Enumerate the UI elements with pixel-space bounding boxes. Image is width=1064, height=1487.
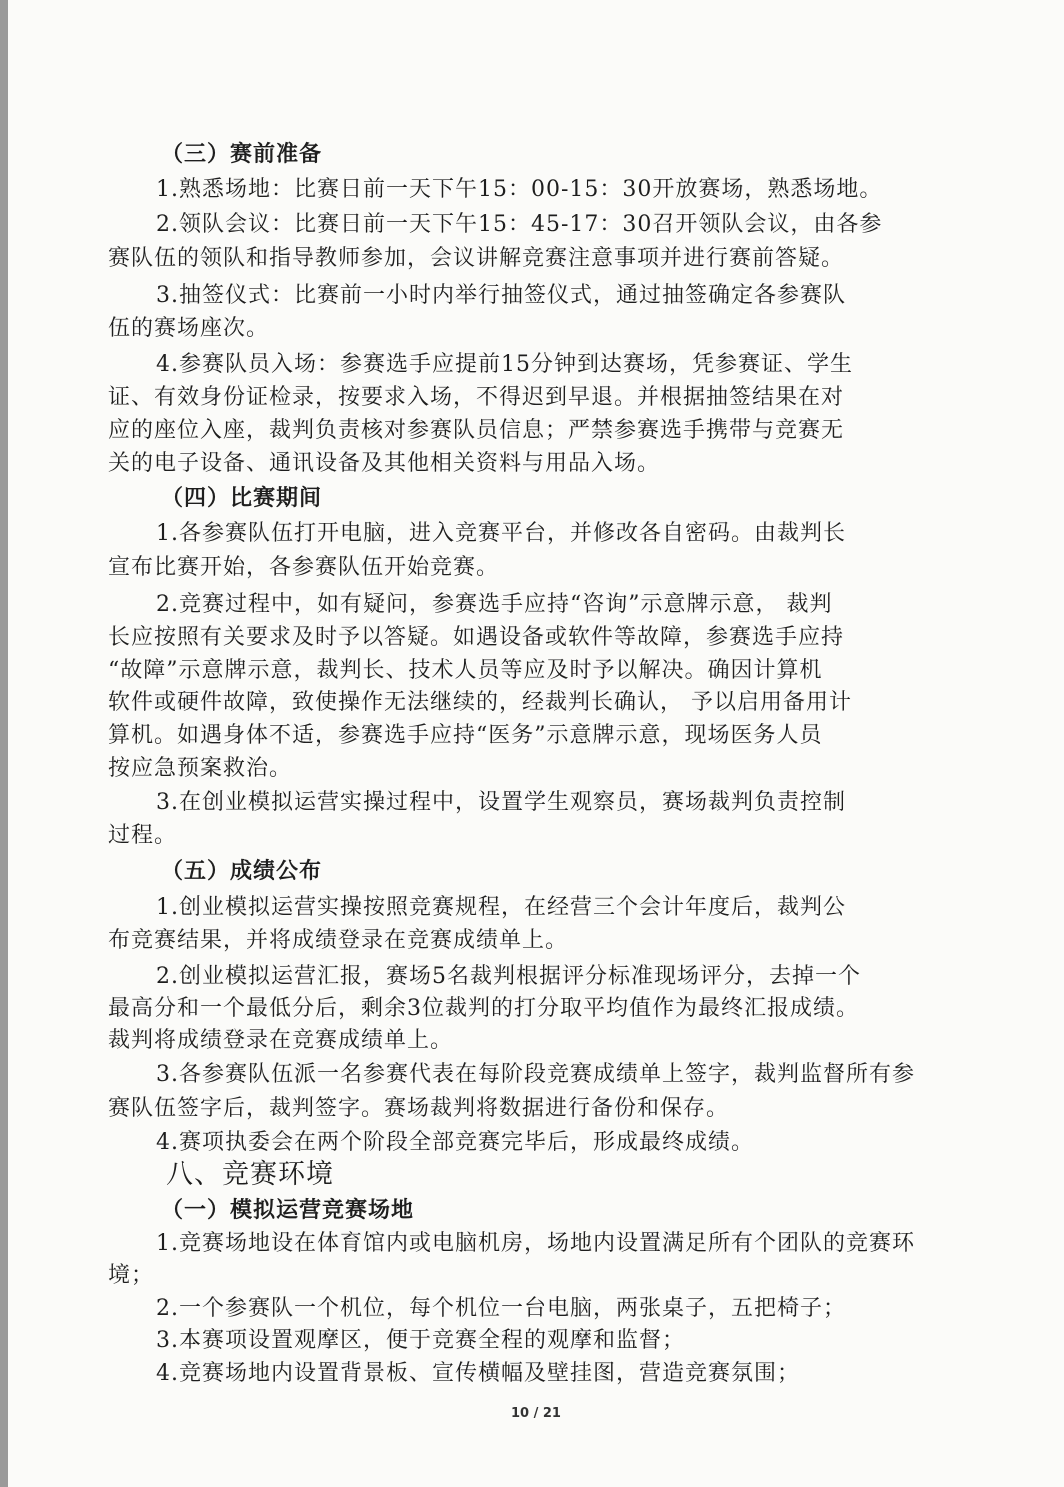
paragraph-line: 4.参赛队员入场：参赛选手应提前15分钟到达赛场，凭参赛证、学生 (156, 352, 853, 377)
paragraph-line: 1.创业模拟运营实操按照竞赛规程，在经营三个会计年度后，裁判公 (156, 895, 846, 920)
paragraph-line: 赛队伍的领队和指导教师参加，会议讲解竞赛注意事项并进行赛前答疑。 (108, 246, 845, 271)
paragraph-line: 3.抽签仪式：比赛前一小时内举行抽签仪式，通过抽签确定各参赛队 (156, 283, 846, 308)
paragraph-line: 2.竞赛过程中，如有疑问，参赛选手应持“咨询”示意牌示意， 裁判 (156, 592, 833, 617)
paragraph-line: 布竞赛结果，并将成绩登录在竞赛成绩单上。 (108, 928, 569, 953)
paragraph-line: 过程。 (108, 823, 178, 848)
paragraph-line: 软件或硬件故障，致使操作无法继续的，经裁判长确认， 予以启用备用计 (108, 690, 852, 715)
paragraph-line: 赛队伍签字后，裁判签字。赛场裁判将数据进行备份和保存。 (108, 1096, 730, 1121)
paragraph-line: 2.一个参赛队一个机位，每个机位一台电脑，两张桌子，五把椅子； (156, 1296, 846, 1321)
paragraph-line: 证、有效身份证检录，按要求入场，不得迟到早退。并根据抽签结果在对 (108, 385, 845, 410)
paragraph-line: 4.竞赛场地内设置背景板、宣传横幅及壁挂图，营造竞赛氛围； (156, 1361, 800, 1386)
paragraph-line: 关的电子设备、通讯设备及其他相关资料与用品入场。 (108, 451, 661, 476)
document-page (8, 0, 1064, 1487)
page-number: 10 / 21 (511, 1406, 561, 1421)
chapter-heading: 八、竞赛环境 (166, 1159, 334, 1190)
section-heading-4: （四）比赛期间 (161, 485, 323, 511)
paragraph-line: 最高分和一个最低分后，剩余3位裁判的打分取平均值作为最终汇报成绩。 (108, 996, 859, 1021)
paragraph-line: 长应按照有关要求及时予以答疑。如遇设备或软件等故障，参赛选手应持 (108, 625, 845, 650)
paragraph-line: 1.熟悉场地：比赛日前一天下午15：00-15：30开放赛场，熟悉场地。 (156, 177, 883, 202)
section-heading-1: （一）模拟运营竞赛场地 (161, 1197, 415, 1223)
section-heading-3: （三）赛前准备 (161, 141, 323, 167)
paragraph-line: 宣布比赛开始，各参赛队伍开始竞赛。 (108, 555, 500, 580)
paragraph-line: 3.各参赛队伍派一名参赛代表在每阶段竞赛成绩单上签字，裁判监督所有参 (156, 1062, 915, 1087)
paragraph-line: 裁判将成绩登录在竞赛成绩单上。 (108, 1028, 454, 1053)
paragraph-line: 算机。如遇身体不适，参赛选手应持“医务”示意牌示意，现场医务人员 (108, 723, 823, 748)
paragraph-line: 1.各参赛队伍打开电脑，进入竞赛平台，并修改各自密码。由裁判长 (156, 521, 846, 546)
paragraph-line: “故障”示意牌示意，裁判长、技术人员等应及时予以解决。确因计算机 (108, 658, 823, 683)
paragraph-line: 伍的赛场座次。 (108, 316, 270, 341)
paragraph-line: 2.领队会议：比赛日前一天下午15：45-17：30召开领队会议，由各参 (156, 212, 883, 237)
scan-edge (0, 0, 8, 1487)
paragraph-line: 应的座位入座，裁判负责核对参赛队员信息；严禁参赛选手携带与竞赛无 (108, 418, 845, 443)
paragraph-line: 按应急预案救治。 (108, 756, 293, 781)
paragraph-line: 1.竞赛场地设在体育馆内或电脑机房，场地内设置满足所有个团队的竞赛环 (156, 1231, 915, 1256)
paragraph-line: 3.本赛项设置观摩区，便于竞赛全程的观摩和监督； (156, 1328, 685, 1353)
paragraph-line: 3.在创业模拟运营实操过程中，设置学生观察员，赛场裁判负责控制 (156, 790, 846, 815)
section-heading-5: （五）成绩公布 (161, 858, 323, 884)
paragraph-line: 境； (108, 1263, 155, 1288)
paragraph-line: 2.创业模拟运营汇报，赛场5名裁判根据评分标准现场评分，去掉一个 (156, 964, 861, 989)
paragraph-line: 4.赛项执委会在两个阶段全部竞赛完毕后，形成最终成绩。 (156, 1130, 754, 1155)
